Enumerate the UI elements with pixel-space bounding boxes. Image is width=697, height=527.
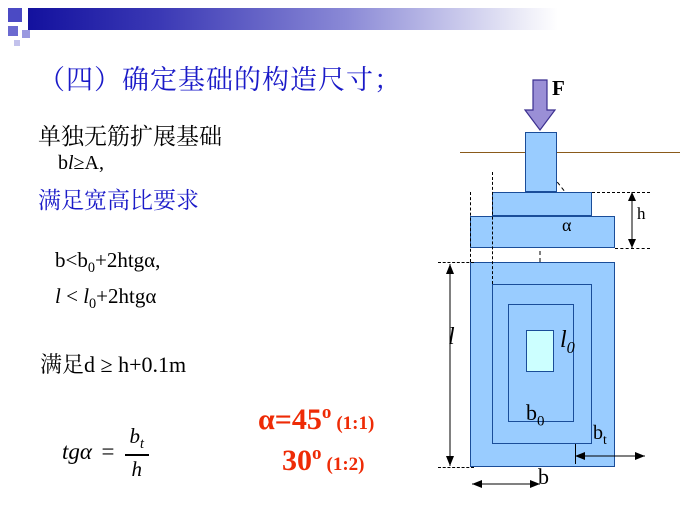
decorative-square	[22, 30, 30, 38]
dimension-label-bt	[593, 422, 607, 448]
line4-sub: 0	[87, 260, 95, 277]
alpha-note-45	[258, 402, 374, 437]
left-projection-line	[470, 192, 471, 262]
page-title: （四）确定基础的构造尺寸；	[38, 65, 402, 95]
h-dimension-arrows	[620, 184, 680, 264]
l0-base: l	[560, 327, 567, 353]
dimension-label-h: h	[637, 204, 646, 223]
load-arrow-icon	[525, 80, 555, 130]
line4-b: +2htg	[94, 248, 145, 272]
alpha-note-symbol: α	[258, 403, 275, 436]
line5-l1: l	[55, 284, 61, 308]
plan-column-footprint	[526, 330, 554, 372]
formula-num-sub: t	[140, 436, 144, 453]
l-dimension-arrows	[438, 258, 478, 478]
line2-rest: ≥A,	[73, 152, 104, 174]
bt-dimension-arrows	[575, 438, 685, 478]
body-line-2	[58, 152, 104, 175]
dimension-label-l: l	[448, 324, 455, 350]
b0-sub: 0	[537, 413, 545, 430]
load-label-F: F	[552, 76, 565, 100]
formula-fraction	[125, 425, 149, 480]
dimension-label-b: b	[538, 464, 549, 489]
fraction-bar	[125, 454, 149, 456]
formula-denominator: h	[131, 456, 142, 481]
ground-line	[460, 152, 680, 153]
formula-equals: =	[99, 439, 116, 465]
body-line-5	[55, 284, 156, 313]
angle-label-alpha: α	[562, 215, 572, 235]
body-line-1: 单独无筋扩展基础	[38, 124, 222, 149]
b0-base: b	[526, 400, 537, 425]
alpha-note2-value: 30	[282, 444, 312, 477]
line5-rest: +2htg	[96, 284, 146, 308]
bt-sub: t	[603, 432, 607, 447]
tangent-formula	[62, 425, 149, 480]
formula-num-b: b	[129, 424, 140, 448]
foundation-diagram	[430, 72, 690, 512]
line2-l: l	[68, 152, 74, 174]
alpha-note-value: 45	[291, 403, 322, 436]
body-line-6: 满足d ≥ h+0.1m	[40, 352, 187, 377]
alpha-note-ratio: (1:1)	[336, 413, 375, 434]
line5-alpha: α	[145, 284, 157, 308]
decorative-square	[14, 40, 20, 46]
line5-mid: <	[60, 284, 84, 308]
dimension-label-l0	[560, 327, 575, 358]
decorative-square	[8, 8, 22, 22]
line2-b: b	[58, 152, 68, 174]
dimension-label-b0	[526, 400, 544, 430]
line4-a: b<b	[55, 248, 88, 272]
alpha-note-30	[282, 443, 364, 478]
alpha-note2-unit: o	[312, 443, 322, 464]
formula-numerator	[125, 425, 149, 452]
body-line-4	[55, 248, 160, 277]
inner-projection-line	[492, 172, 493, 284]
column-stem	[525, 132, 557, 192]
header-gradient-bar	[28, 8, 558, 30]
alpha-note2-ratio: (1:2)	[326, 454, 365, 475]
bt-left-tick	[575, 444, 576, 464]
formula-tg: tg	[62, 439, 80, 465]
line5-sub: 0	[89, 296, 97, 313]
l0-sub: 0	[566, 337, 575, 357]
footing-step-upper	[492, 192, 592, 216]
decorative-square	[8, 26, 18, 36]
line5-l2: l	[83, 284, 90, 308]
alpha-note-equals: =	[274, 403, 292, 436]
formula-alpha: α	[79, 439, 92, 465]
line4-alpha: α,	[144, 248, 161, 272]
bt-base: b	[593, 422, 603, 444]
alpha-note-unit: o	[321, 402, 332, 423]
body-line-3: 满足宽高比要求	[38, 188, 199, 213]
